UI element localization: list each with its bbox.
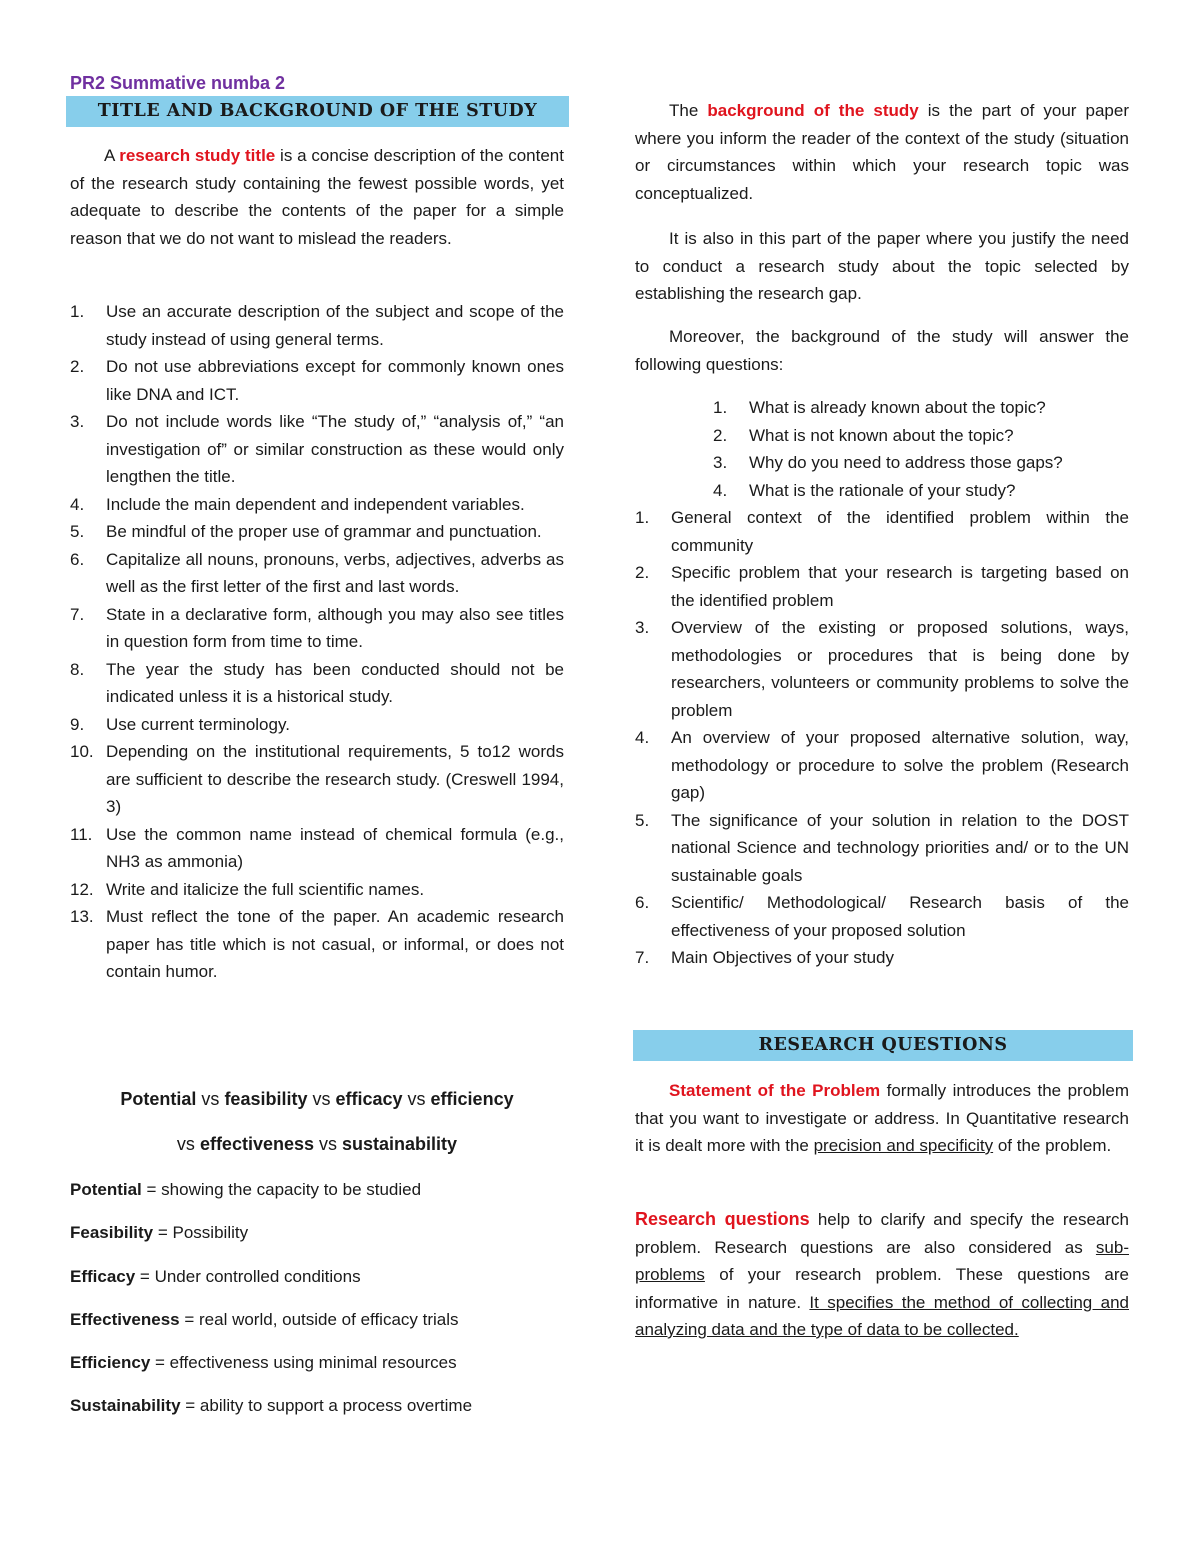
guideline-item — [70, 903, 564, 986]
definition-item — [70, 1263, 361, 1291]
list-text: The significance of your solution in relation to the DOST national Science and technology priorities and/ or to the UN sustainable goals — [671, 810, 1129, 885]
definition-text: = real world, outside of efficacy trials — [179, 1310, 459, 1329]
list-number: 4. — [713, 480, 728, 500]
list-text: Include the main dependent and independent variables. — [106, 494, 525, 514]
list-number: 1. — [635, 508, 650, 527]
list-text: General context of the identified problem within the community — [671, 508, 1129, 555]
definition-item — [70, 1349, 457, 1377]
list-number: 4. — [635, 728, 650, 747]
list-number: 13. — [70, 907, 94, 926]
list-number: 3. — [635, 618, 650, 637]
list-text: Scientific/ Methodological/ Research basis of the effectiveness of your proposed solution — [671, 893, 1129, 940]
list-text: Do not include words like “The study of,” “analysis of,” “an investigation of” or similar construction as these would only lengthen the title. — [106, 412, 564, 486]
definition-term: Effectiveness — [70, 1310, 180, 1329]
list-number: 2. — [635, 563, 650, 582]
component-item — [635, 614, 1129, 724]
definition-term: Feasibility — [70, 1223, 154, 1242]
component-item — [635, 559, 1129, 614]
list-text: Why do you need to address those gaps? — [749, 453, 1063, 472]
definition-text: = showing the capacity to be studied — [141, 1180, 422, 1199]
list-number: 5. — [635, 810, 650, 830]
statement-of-problem-paragraph: Statement of the Problem formally introduces the problem that you want to investigate or address. In Quantitative research it is dealt more with the precision and specificity of the problem. — [635, 1081, 1130, 1155]
list-number: 9. — [70, 714, 85, 734]
guideline-item — [70, 408, 564, 491]
question-item — [713, 394, 1129, 422]
list-text: Do not use abbreviations except for commonly known ones like DNA and ICT. — [106, 357, 564, 404]
guideline-item — [70, 821, 564, 876]
list-number: 6. — [70, 549, 85, 569]
guideline-item — [70, 546, 564, 601]
definition-text: = Possibility — [153, 1223, 249, 1242]
list-number: 11. — [70, 824, 93, 844]
list-text: Use the common name instead of chemical formula (e.g., NH3 as ammonia) — [106, 824, 564, 871]
component-item — [635, 724, 1129, 807]
list-number: 6. — [635, 893, 650, 912]
component-item — [635, 807, 1129, 890]
list-text: State in a declarative form, although you may also see titles in question form from time to time. — [106, 604, 564, 651]
list-text: Must reflect the tone of the paper. An academic research paper has title which is not casual, or informal, or does not contain humor. — [106, 907, 564, 981]
term-statement-of-problem: Statement of the Problem — [669, 1081, 881, 1100]
term-research-study-title: research study title — [119, 146, 276, 165]
definition-text: = Under controlled conditions — [135, 1267, 361, 1286]
list-number: 8. — [70, 659, 85, 679]
definition-item — [70, 1176, 421, 1204]
list-text: What is the rationale of your study? — [749, 480, 1016, 500]
list-text: Be mindful of the proper use of grammar and punctuation. — [106, 522, 542, 541]
comparison-line-2: vs effectiveness vs sustainability — [176, 1134, 458, 1154]
list-number: 4. — [70, 494, 85, 514]
list-number: 7. — [635, 948, 650, 967]
section-heading-research-questions: RESEARCH QUESTIONS — [633, 1030, 1133, 1061]
guideline-item — [70, 353, 564, 408]
list-number: 3. — [70, 412, 85, 431]
document-title: PR2 Summative numba 2 — [70, 73, 286, 93]
list-text: An overview of your proposed alternative solution, way, methodology or procedure to solve the problem (Research gap) — [671, 728, 1129, 802]
list-number: 3. — [713, 453, 728, 472]
definition-text: = ability to support a process overtime — [180, 1396, 473, 1415]
question-item — [713, 449, 1129, 477]
guideline-item — [70, 876, 564, 904]
list-text: What is already known about the topic? — [749, 398, 1046, 417]
guideline-item — [70, 491, 564, 519]
list-number: 2. — [70, 357, 85, 376]
background-questions-list — [713, 394, 1129, 504]
list-text: Specific problem that your research is targeting based on the identified problem — [671, 563, 1129, 610]
list-text: Use current terminology. — [106, 714, 290, 734]
term-background-of-study: background of the study — [707, 101, 919, 120]
list-text: Capitalize all nouns, pronouns, verbs, adjectives, adverbs as well as the first letter of the first and last words. — [106, 549, 564, 596]
list-text: Depending on the institutional requirements, 5 to12 words are sufficient to describe the research study. (Creswell 1994, 3) — [106, 742, 564, 816]
guideline-item — [70, 298, 564, 353]
definition-item — [70, 1219, 248, 1247]
guideline-item — [70, 738, 564, 821]
research-questions-paragraph: Research questions help to clarify and specify the research problem. Research questions are also considered as sub-problems of your research problem. These questions are informative in nature. It specifies the method of collecting and analyzing data and the type of data to be collected. — [635, 1209, 1129, 1339]
guideline-item — [70, 711, 564, 739]
background-paragraph-2: It is also in this part of the paper where you justify the need to conduct a research study about the topic selected by establishing the research gap. — [635, 229, 1129, 303]
component-item — [635, 504, 1129, 559]
list-number: 1. — [70, 302, 85, 321]
list-number: 1. — [713, 398, 728, 417]
research-title-definition: A research study title is a concise description of the content of the research study containing the fewest possible words, yet adequate to describe the contents of the paper for a simple reason that we do not want to mislead the readers. — [70, 146, 564, 248]
question-item — [713, 422, 1129, 450]
list-text: Use an accurate description of the subject and scope of the study instead of using general terms. — [106, 302, 564, 349]
definition-text: = effectiveness using minimal resources — [150, 1353, 457, 1372]
title-guidelines-list — [70, 298, 564, 986]
background-paragraph-3: Moreover, the background of the study will answer the following questions: — [635, 327, 1129, 374]
list-number: 2. — [713, 425, 728, 445]
list-text: Write and italicize the full scientific names. — [106, 879, 425, 899]
background-definition: The background of the study is the part of your paper where you inform the reader of the context of the study (situation or circumstances within which your research topic was conceptualized. — [635, 101, 1129, 203]
definition-item — [70, 1306, 459, 1334]
section-heading-title-background: TITLE AND BACKGROUND OF THE STUDY — [66, 96, 569, 127]
list-number: 10. — [70, 742, 94, 761]
list-number: 7. — [70, 604, 85, 624]
list-text: What is not known about the topic? — [749, 425, 1014, 445]
list-text: The year the study has been conducted should not be indicated unless it is a historical study. — [106, 659, 564, 706]
component-item — [635, 944, 1129, 972]
definition-term: Efficiency — [70, 1353, 151, 1372]
list-text: Main Objectives of your study — [671, 948, 894, 967]
question-item — [713, 477, 1129, 505]
list-text: Overview of the existing or proposed solutions, ways, methodologies or procedures that is being done by researchers, volunteers or community problems to solve the problem — [671, 618, 1129, 720]
background-components-list — [635, 504, 1129, 972]
term-research-questions: Research questions — [635, 1209, 810, 1229]
comparison-line-1: Potential vs feasibility vs efficacy vs efficiency — [120, 1089, 514, 1109]
guideline-item — [70, 601, 564, 656]
guideline-item — [70, 518, 564, 546]
definition-term: Efficacy — [70, 1267, 136, 1286]
guideline-item — [70, 656, 564, 711]
definition-item — [70, 1392, 472, 1420]
list-number: 5. — [70, 522, 85, 541]
component-item — [635, 889, 1129, 944]
definition-term: Sustainability — [70, 1396, 181, 1415]
list-number: 12. — [70, 879, 94, 899]
definition-term: Potential — [70, 1180, 142, 1199]
